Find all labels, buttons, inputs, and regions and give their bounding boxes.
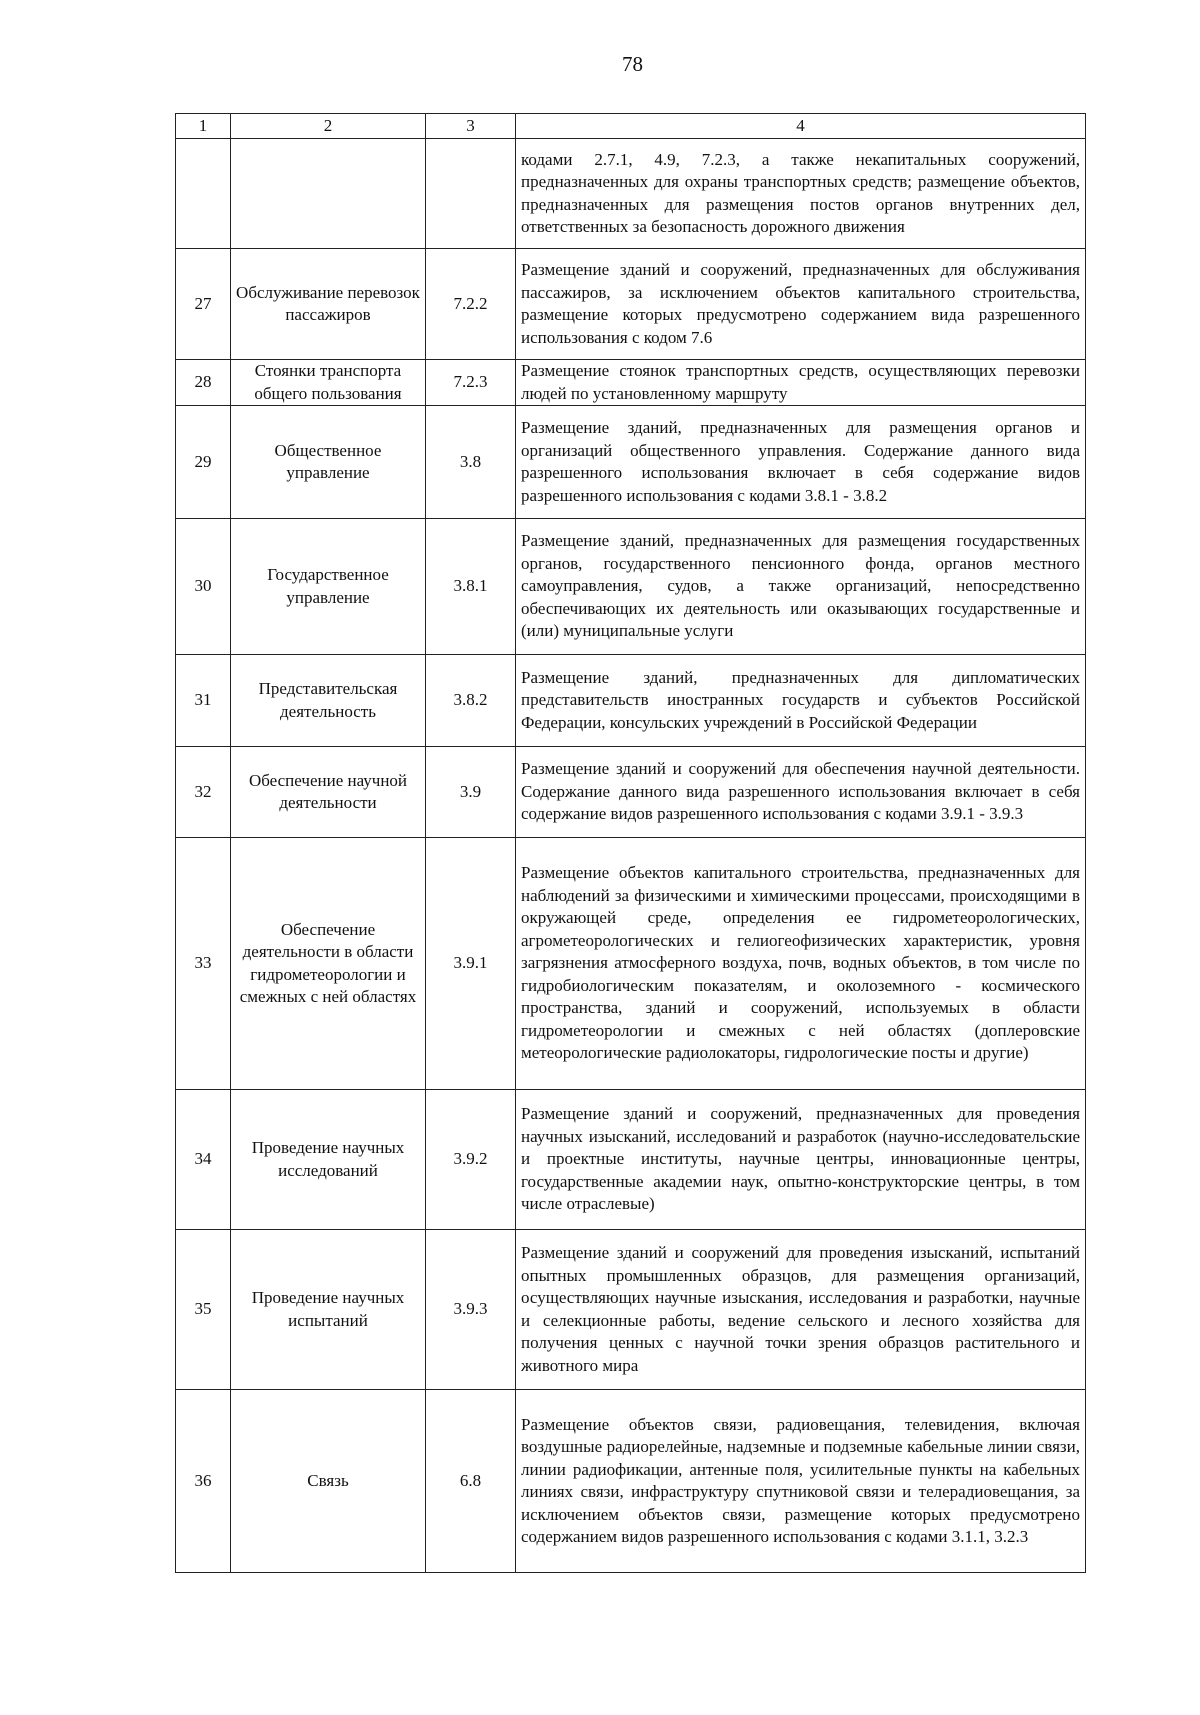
row-code-cell — [426, 139, 516, 249]
row-description-cell: Размещение объектов капитального строительства, предназначенных для наблюдений за физическими и химическими процессами, происходящими в окружающей среде, определения ее гидрометеорологических, агрометеорологических и гелиогеофизических характеристик, уровня загрязнения атмосферного воздуха, почв, водных объектов, в том числе по гидробиологическим показателям, и околоземного - космического пространства, зданий и сооружений, используемых в области гидрометеорологии и смежных с ней областях (доплеровские метеорологические радиолокаторы, гидрологические посты и другие) — [516, 838, 1086, 1090]
row-number-cell: 29 — [176, 406, 231, 519]
row-description-cell: Размещение зданий и сооружений для обеспечения научной деятельности. Содержание данного вида разрешенного использования включает в себя содержание видов разрешенного использования с кодами 3.9.1 - 3.9.3 — [516, 747, 1086, 838]
row-code-cell: 6.8 — [426, 1390, 516, 1573]
row-name-cell: Обслуживание перевозок пассажиров — [231, 249, 426, 360]
row-name-cell: Связь — [231, 1390, 426, 1573]
row-code-cell: 3.9.3 — [426, 1230, 516, 1390]
row-description-cell: кодами 2.7.1, 4.9, 7.2.3, а также некапитальных сооружений, предназначенных для охраны транспортных средств; размещение объектов, предназначенных для размещения постов органов внутренних дел, ответственных за безопасность дорожного движения — [516, 139, 1086, 249]
header-cell-2: 2 — [231, 114, 426, 139]
table-row — [176, 1230, 1086, 1390]
row-description-cell: Размещение зданий, предназначенных для размещения государственных органов, государственного пенсионного фонда, органов местного самоуправления, судов, а также организаций, непосредственно обеспечивающих их деятельность или оказывающих государственные и (или) муниципальные услуги — [516, 519, 1086, 655]
table-row — [176, 1090, 1086, 1230]
row-description-cell: Размещение зданий и сооружений, предназначенных для проведения научных изысканий, исследований и разработок (научно-исследовательские и проектные институты, научные центры, инновационные центры, государственные академии наук, опытно-конструкторские центры, в том числе отраслевые) — [516, 1090, 1086, 1230]
row-description-cell: Размещение стоянок транспортных средств, осуществляющих перевозки людей по установленному маршруту — [516, 360, 1086, 406]
table-row — [176, 519, 1086, 655]
table-row-continuation — [176, 139, 1086, 249]
land-use-table — [175, 113, 1086, 1573]
table-row — [176, 360, 1086, 406]
row-code-cell: 3.9 — [426, 747, 516, 838]
row-name-cell: Проведение научных исследований — [231, 1090, 426, 1230]
row-name-cell: Проведение научных испытаний — [231, 1230, 426, 1390]
row-code-cell: 7.2.2 — [426, 249, 516, 360]
row-code-cell: 3.9.2 — [426, 1090, 516, 1230]
header-cell-3: 3 — [426, 114, 516, 139]
row-description-cell: Размещение зданий и сооружений, предназначенных для обслуживания пассажиров, за исключением объектов капитального строительства, размещение которых предусмотрено содержанием вида разрешенного использования с кодом 7.6 — [516, 249, 1086, 360]
row-name-cell: Обеспечение деятельности в области гидрометеорологии и смежных с ней областях — [231, 838, 426, 1090]
table-header-row — [176, 114, 1086, 139]
row-name-cell: Государственное управление — [231, 519, 426, 655]
row-number-cell: 30 — [176, 519, 231, 655]
row-code-cell: 3.8.1 — [426, 519, 516, 655]
row-description-cell: Размещение зданий, предназначенных для дипломатических представительств иностранных государств и субъектов Российской Федерации, консульских учреждений в Российской Федерации — [516, 655, 1086, 747]
table-row — [176, 249, 1086, 360]
table-row — [176, 406, 1086, 519]
row-number-cell: 27 — [176, 249, 231, 360]
row-number-cell: 32 — [176, 747, 231, 838]
row-name-cell: Представительская деятельность — [231, 655, 426, 747]
row-description-cell: Размещение зданий и сооружений для проведения изысканий, испытаний опытных промышленных образцов, для размещения организаций, осуществляющих научные изыскания, исследования и разработки, научные и селекционные работы, ведение сельского и лесного хозяйства для получения ценных с научной точки зрения образцов растительного и животного мира — [516, 1230, 1086, 1390]
row-description-cell: Размещение зданий, предназначенных для размещения органов и организаций общественного управления. Содержание данного вида разрешенного использования включает в себя содержание видов разрешенного использования с кодами 3.8.1 - 3.8.2 — [516, 406, 1086, 519]
row-number-cell: 35 — [176, 1230, 231, 1390]
row-name-cell — [231, 139, 426, 249]
table-row — [176, 838, 1086, 1090]
row-code-cell: 3.8 — [426, 406, 516, 519]
row-description-cell: Размещение объектов связи, радиовещания, телевидения, включая воздушные радиорелейные, надземные и подземные кабельные линии связи, линии радиофикации, антенные поля, усилительные пункты на кабельных линиях связи, инфраструктуру спутниковой связи и телерадиовещания, за исключением объектов связи, размещение которых предусмотрено содержанием видов разрешенного использования с кодами 3.1.1, 3.2.3 — [516, 1390, 1086, 1573]
page-number: 78 — [622, 52, 643, 76]
row-number-cell: 36 — [176, 1390, 231, 1573]
row-name-cell: Стоянки транспорта общего пользования — [231, 360, 426, 406]
row-number-cell: 31 — [176, 655, 231, 747]
row-number-cell — [176, 139, 231, 249]
row-code-cell: 3.8.2 — [426, 655, 516, 747]
row-name-cell: Общественное управление — [231, 406, 426, 519]
row-number-cell: 28 — [176, 360, 231, 406]
table-row — [176, 655, 1086, 747]
row-code-cell: 3.9.1 — [426, 838, 516, 1090]
row-code-cell: 7.2.3 — [426, 360, 516, 406]
row-number-cell: 33 — [176, 838, 231, 1090]
table-row — [176, 747, 1086, 838]
row-number-cell: 34 — [176, 1090, 231, 1230]
header-cell-1: 1 — [176, 114, 231, 139]
row-name-cell: Обеспечение научной деятельности — [231, 747, 426, 838]
header-cell-4: 4 — [516, 114, 1086, 139]
table-row — [176, 1390, 1086, 1573]
